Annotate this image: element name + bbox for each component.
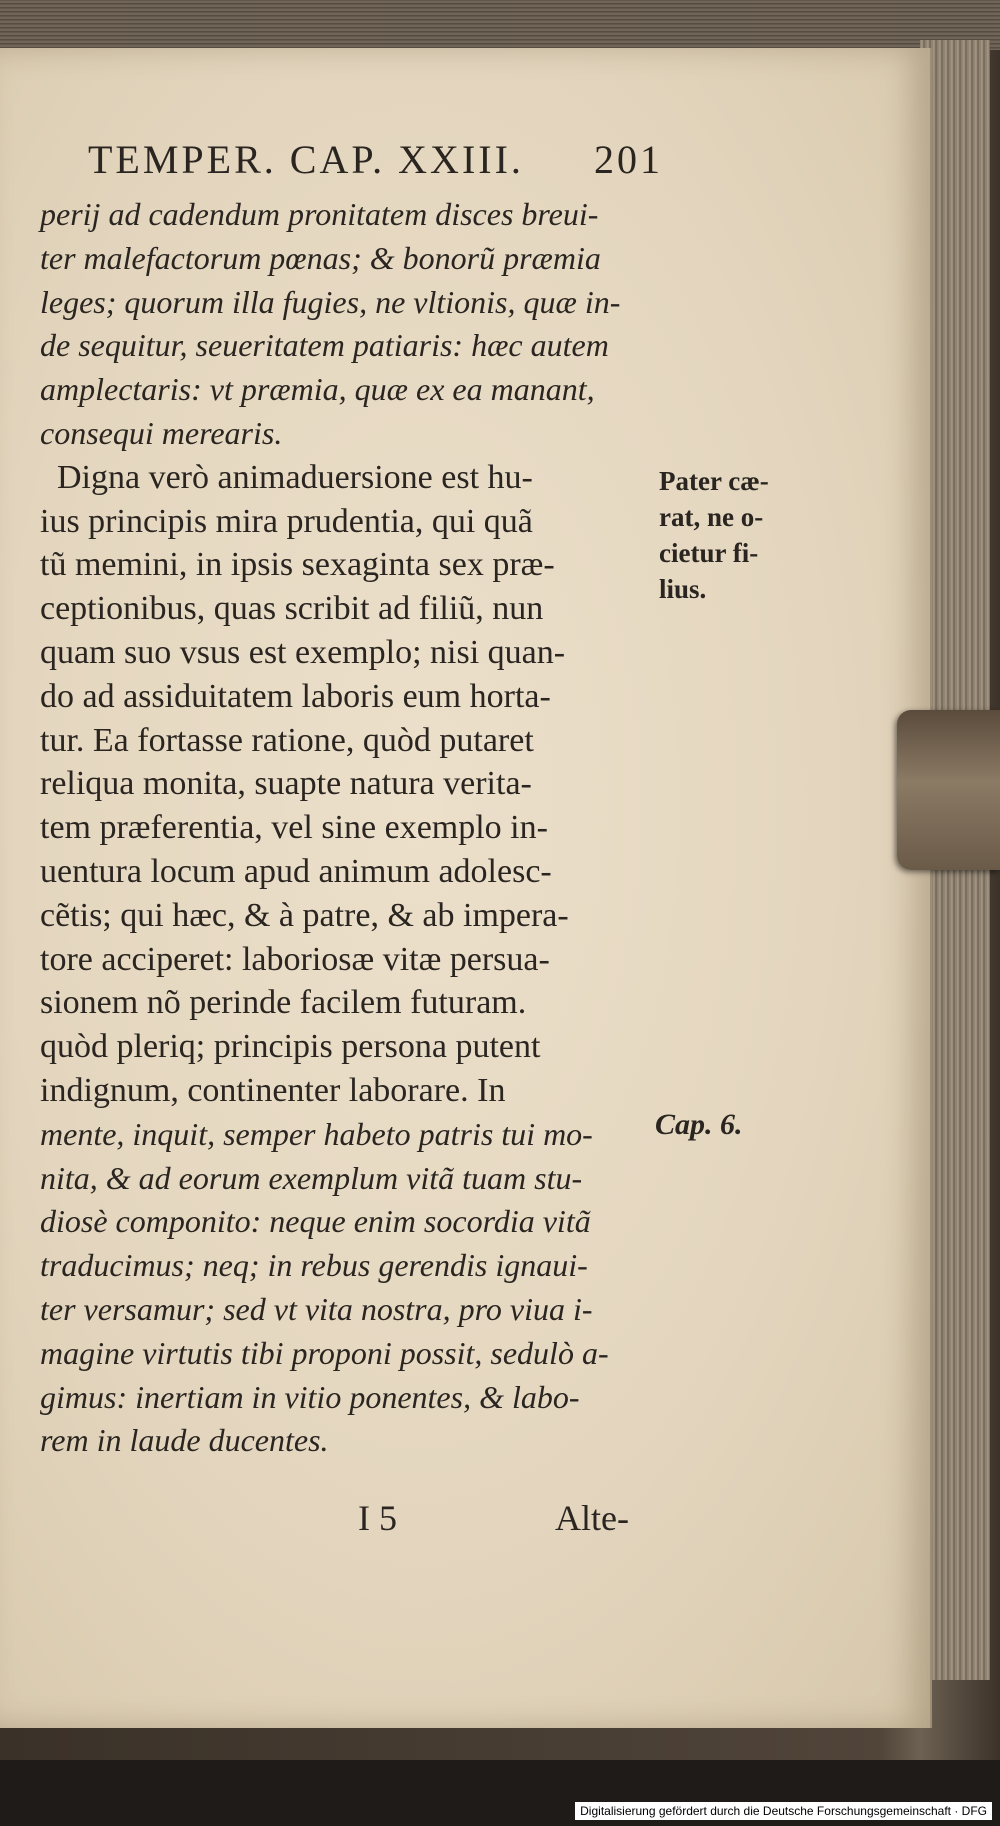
text-line: tem præferentia, vel sine exemplo in-: [40, 809, 548, 847]
text-line: gimus: inertiam in vitio ponentes, & labo-: [40, 1378, 580, 1415]
text-line: ius principis mira prudentia, qui quã: [40, 502, 533, 540]
text-line: uentura locum apud animum adolesc-: [40, 853, 552, 890]
text-line: cẽtis; qui hæc, & à patre, & ab impera-: [40, 896, 569, 934]
text-line: tũ memini, in ipsis sexaginta sex præ-: [40, 546, 555, 584]
top-page-edges: [0, 0, 1000, 50]
page-number: 201: [594, 137, 663, 182]
running-head: TEMPER. CAP. XXIII.: [88, 137, 524, 182]
text-line: de sequitur, seueritatem patiaris: hæc autem: [40, 327, 609, 364]
text-line: sionem nõ perinde facilem futuram.: [40, 984, 527, 1022]
marginal-note-line: cietur fi-: [659, 538, 759, 568]
text-line: ter versamur; sed vt vita nostra, pro viua i-: [40, 1291, 593, 1327]
text-line: indignum, continenter laborare. In: [40, 1072, 506, 1109]
signature-mark: I 5: [358, 1498, 397, 1538]
text-line: tore acciperet: laboriosæ vitæ persua-: [40, 940, 550, 978]
text-line: leges; quorum illa fugies, ne vltionis, quæ in-: [40, 283, 621, 320]
text-line: traducimus; neq; in rebus gerendis ignaui-: [40, 1247, 588, 1284]
text-line: tur. Ea fortasse ratione, quòd putaret: [40, 721, 534, 759]
text-line: quòd pleriq; principis persona putent: [40, 1028, 541, 1066]
text-line: mente, inquit, semper habeto patris tui mo-: [40, 1115, 593, 1152]
text-line: do ad assiduitatem laboris eum horta-: [40, 677, 551, 715]
marginal-note-line: Pater cæ-: [659, 466, 769, 496]
text-line: amplectaris: vt præmia, quæ ex ea manant,: [40, 371, 595, 408]
footer-credit: Digitalisierung gefördert durch die Deutsche Forschungsgemeinschaft · DFG: [575, 1802, 992, 1820]
text-line: perij ad cadendum pronitatem disces breui-: [40, 196, 599, 232]
text-line: reliqua monita, suapte natura verita-: [40, 765, 532, 803]
text-line: consequi merearis.: [40, 415, 283, 451]
text-line: ter malefactorum pœnas; & bonorũ præmia: [40, 239, 601, 276]
text-line: magine virtutis tibi proponi possit, sedulò a-: [40, 1334, 609, 1371]
catchword: Alte-: [555, 1498, 629, 1538]
text-line: rem in laude ducentes.: [40, 1422, 329, 1459]
text-line: Digna verò animaduersione est hu-: [40, 458, 533, 496]
text-line: diosè componito: neque enim socordia vitã: [40, 1203, 591, 1240]
text-line: nita, & ad eorum exemplum vitã tuam stu-: [40, 1159, 583, 1196]
marginal-note-line: lius.: [659, 574, 707, 604]
marginal-cap-reference: Cap. 6.: [655, 1108, 743, 1141]
marginal-note-line: rat, ne o-: [659, 502, 764, 532]
text-line: ceptionibus, quas scribit ad filiũ, nun: [40, 590, 544, 628]
book-page: [0, 48, 932, 1728]
page-clip: [897, 710, 1000, 870]
text-line: quam suo vsus est exemplo; nisi quan-: [40, 634, 566, 671]
